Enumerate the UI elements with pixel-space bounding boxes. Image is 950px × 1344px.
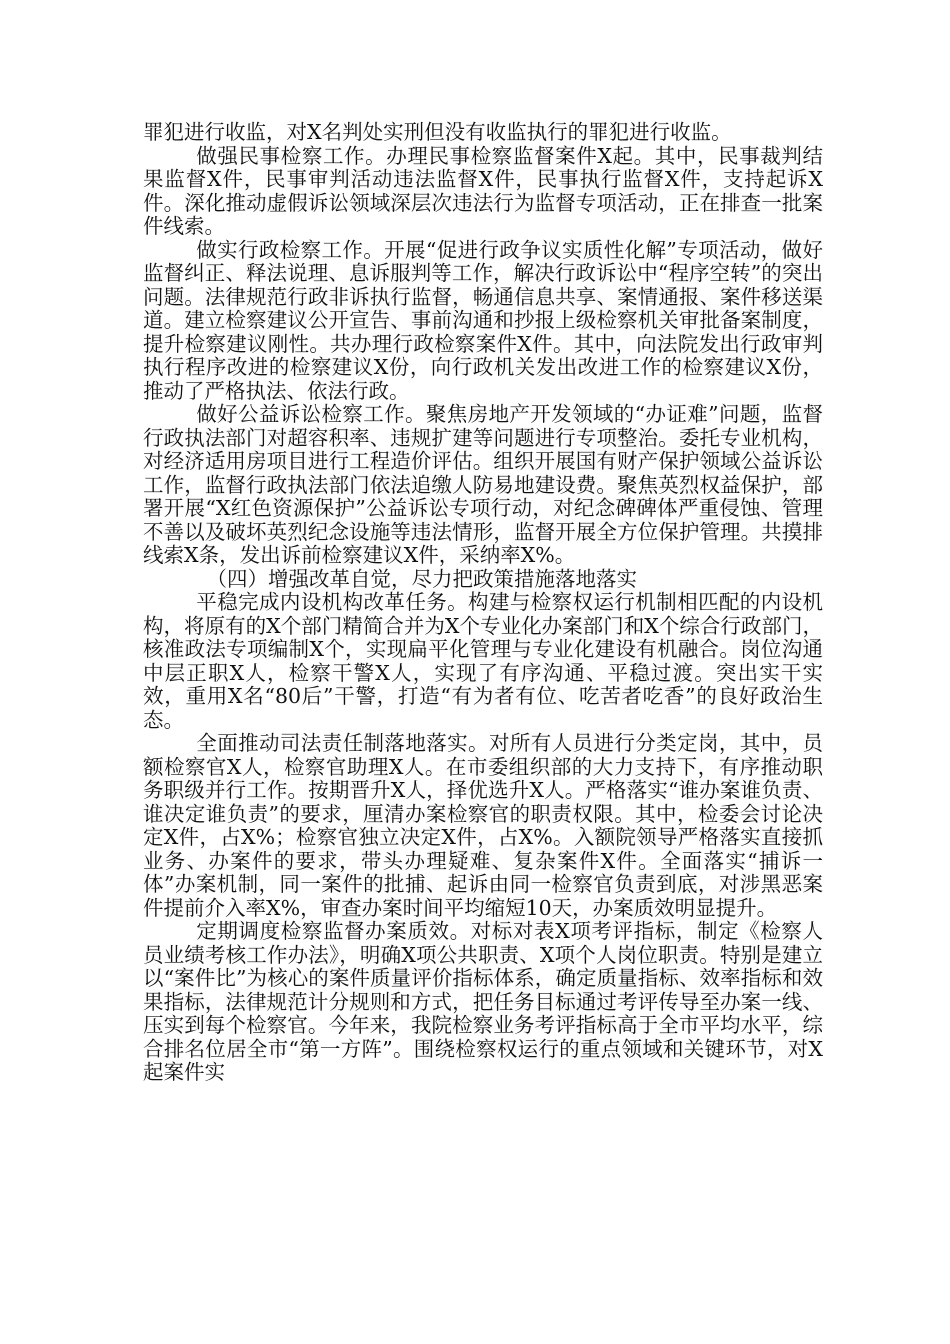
paragraph-institutional-reform: 平稳完成内设机构改革任务。构建与检察权运行机制相匹配的内设机构，将原有的X个部门精简合并为X个专业化办案部门和X个综合行政部门，核准政法专项编制X个，实现扁平化管理与专业化建设有机融合。岗位沟通中层正职X人，检察干警X人，实现了有序沟通、平稳过渡。突出实干实效，重用X名“80后”干警，打造“有为者有位、吃苦者吃香”的良好政治生态。 [143, 590, 823, 732]
paragraph-judicial-responsibility: 全面推动司法责任制落地落实。对所有人员进行分类定岗，其中，员额检察官X人，检察官助理X人。在市委组织部的大力支持下，有序推动职务职级并行工作。按期晋升X人，择优选升X人。严格落实“谁办案谁负责、谁决定谁负责”的要求，厘清办案检察官的职责权限。其中，检委会讨论决定X件，占X%；检察官独立决定X件，占X%。入额院领导严格落实直接抓业务、办案件的要求，带头办理疑难、复杂案件X件。全面落实“捕诉一体”办案机制，同一案件的批捕、起诉由同一检察官负责到底，对涉黑恶案件提前介入率X%，审查办案时间平均缩短10天，办案质效明显提升。 [143, 731, 823, 920]
paragraph-civil-procuratorial: 做强民事检察工作。办理民事检察监督案件X起。其中，民事裁判结果监督X件，民事审判活动违法监督X件，民事执行监督X件，支持起诉X件。深化推动虚假诉讼领域深层次违法行为监督专项活动，正在排查一批案件线索。 [143, 143, 823, 238]
document-page [143, 121, 823, 1085]
paragraph-public-interest-litigation: 做好公益诉讼检察工作。聚焦房地产开发领域的“办证难”问题，监督行政执法部门对超容积率、违规扩建等问题进行专项整治。委托专业机构，对经济适用房项目进行工程造价评估。组织开展国有财产保护领域公益诉讼工作，监督行政执法部门依法追缴人防易地建设费。聚焦英烈权益保护，部署开展“X红色资源保护”公益诉讼专项行动，对纪念碑碑体严重侵蚀、管理不善以及破坏英烈纪念设施等违法情形，监督开展全方位保护管理。共摸排线索X条，发出诉前检察建议X件，采纳率X%。 [143, 402, 823, 567]
paragraph-continuation: 罪犯进行收监，对X名判处实刑但没有收监执行的罪犯进行收监。 [143, 120, 732, 144]
section-heading-four: （四）增强改革自觉，尽力把政策措施落地落实 [206, 566, 638, 591]
paragraph-administrative-procuratorial: 做实行政检察工作。开展“促进行政争议实质性化解”专项活动，做好监督纠正、释法说理、息诉服判等工作，解决行政诉讼中“程序空转”的突出问题。法律规范行政非诉执行监督，畅通信息共享、案情通报、案件移送渠道。建立检察建议公开宣告、事前沟通和抄报上级检察机关审批备案制度，提升检察建议刚性。共办理行政检察案件X件。其中，向法院发出行政审判执行程序改进的检察建议X份，向行政机关发出改进工作的检察建议X份，推动了严格执法、依法行政。 [143, 237, 823, 403]
paragraph-case-quality: 定期调度检察监督办案质效。对标对表X项考评指标，制定《检察人员业绩考核工作办法》，明确X项公共职责、X项个人岗位职责。特别是建立以“案件比”为核心的案件质量评价指标体系，确定质量指标、效率指标和效果指标，法律规范计分规则和方式，把任务目标通过考评传导至办案一线、压实到每个检察官。今年来，我院检察业务考评指标高于全市平均水平，综合排名位居全市“第一方阵”。围绕检察权运行的重点领域和关键环节，对X起案件实 [143, 919, 823, 1084]
